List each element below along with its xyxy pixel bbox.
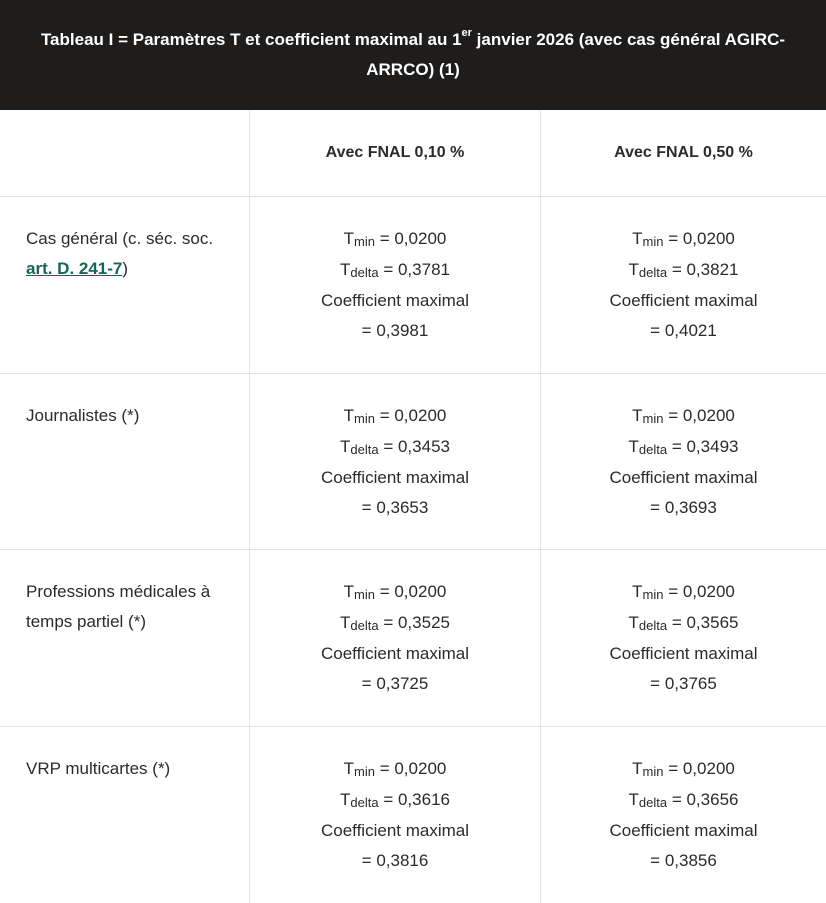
table-cell: [250, 550, 541, 727]
coef-value: = 0,3856: [650, 851, 717, 870]
coef-label: Coefficient maximal: [609, 644, 758, 663]
tdelta-line: $T_{delta} = 0,3781$: [340, 260, 450, 280]
header-cell-empty: [0, 110, 250, 197]
tdelta-line: $T_{delta} = 0,3453$: [340, 437, 450, 457]
coef-label: Coefficient maximal: [609, 291, 758, 310]
row-label-journalistes: Journalistes (*): [0, 374, 250, 550]
table-cell: [250, 197, 541, 374]
table-cell: [541, 374, 826, 550]
row-label-text: Cas général (c. séc. soc.: [26, 229, 214, 248]
coef-value: = 0,3693: [650, 498, 717, 517]
header-cell-fnal-050: Avec FNAL 0,50 %: [541, 110, 826, 197]
coef-label: Coefficient maximal: [320, 468, 470, 487]
coef-value: = 0,3816: [361, 851, 429, 870]
table-caption: [0, 0, 826, 110]
table-title: [40, 25, 786, 85]
tmin-line: $T_{min} = 0,0200$: [632, 759, 735, 779]
table-cell: [541, 197, 826, 374]
row-label-professions-medicales: Professions médicales à temps partiel (*): [0, 550, 250, 727]
coef-label: Coefficient maximal: [320, 821, 470, 840]
tmin-line: $T_{min} = 0,0200$: [343, 406, 447, 426]
article-link[interactable]: art. D. 241-7: [26, 259, 123, 278]
coef-value: = 0,3653: [361, 498, 429, 517]
tdelta-line: $T_{delta} = 0,3616$: [340, 790, 450, 810]
title-superscript: er: [461, 27, 472, 40]
coef-label: Coefficient maximal: [320, 291, 470, 310]
tmin-line: $T_{min} = 0,0200$: [343, 229, 447, 249]
table-cell: [541, 550, 826, 727]
coef-label: Coefficient maximal: [320, 644, 470, 663]
tdelta-line: $T_{delta} = 0,3493$: [628, 437, 739, 457]
tmin-line: $T_{min} = 0,0200$: [343, 759, 447, 779]
tdelta-line: $T_{delta} = 0,3656$: [628, 790, 739, 810]
coef-label: Coefficient maximal: [609, 468, 758, 487]
coef-value: = 0,3765: [650, 674, 717, 693]
coef-value: = 0,3725: [361, 674, 429, 693]
row-label-vrp-multicartes: VRP multicartes (*): [0, 727, 250, 903]
table-cell: [541, 727, 826, 903]
tdelta-line: $T_{delta} = 0,3565$: [628, 613, 739, 633]
title-text: Tableau I = Paramètres T et coefficient maximal au 1: [40, 30, 462, 49]
row-label-cas-general: [0, 197, 250, 374]
tmin-line: $T_{min} = 0,0200$: [632, 406, 735, 426]
table-cell: [250, 727, 541, 903]
coef-label: Coefficient maximal: [609, 821, 758, 840]
header-cell-fnal-010: Avec FNAL 0,10 %: [250, 110, 541, 197]
row-label-text-end: ): [122, 259, 129, 278]
table-cell: [250, 374, 541, 550]
parameters-table: [0, 110, 826, 903]
coef-value: = 0,4021: [650, 321, 717, 340]
tdelta-line: $T_{delta} = 0,3525$: [340, 613, 450, 633]
tmin-line: $T_{min} = 0,0200$: [632, 582, 735, 602]
tdelta-line: $T_{delta} = 0,3821$: [628, 260, 739, 280]
coef-value: = 0,3981: [361, 321, 429, 340]
tmin-line: $T_{min} = 0,0200$: [343, 582, 447, 602]
title-text-end: janvier 2026 (avec cas général AGIRC-ARRCO) (1): [366, 30, 786, 79]
tmin-line: $T_{min} = 0,0200$: [632, 229, 735, 249]
